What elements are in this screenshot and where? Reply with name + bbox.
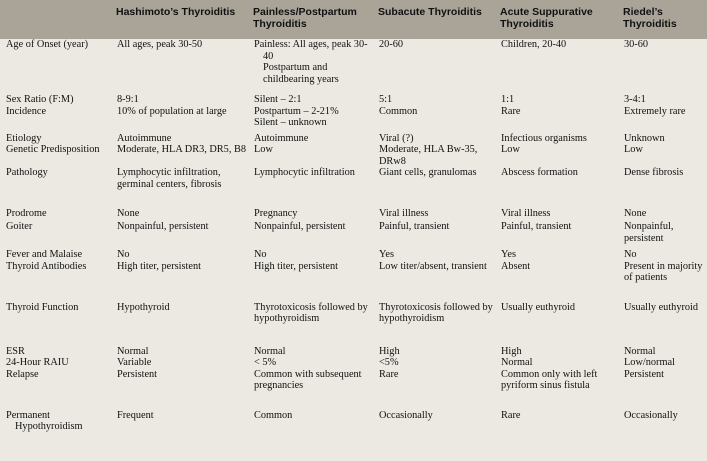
cell-painless: Postpartum – 2-21% Silent – unknown: [254, 105, 339, 128]
cell-hashimoto: Hypothyroid: [117, 301, 170, 313]
row-label: [0, 144, 112, 167]
row-label-text: Genetic Predisposition: [6, 144, 100, 155]
cell-acute: High: [501, 345, 522, 357]
row-label: Relapse: [6, 368, 39, 380]
row-label: Fever and Malaise: [6, 249, 83, 260]
cell-riedel: 3-4:1: [624, 94, 646, 105]
table-row-prodrome: [0, 208, 707, 221]
table-row-incidence: [0, 106, 707, 133]
cell-painless: Pregnancy: [254, 208, 298, 219]
table-row-thyroid-function: [0, 302, 707, 346]
cell-painless: Lymphocytic infiltration: [254, 167, 355, 178]
cell-riedel: None: [624, 208, 647, 219]
row-label: Prodrome: [6, 208, 47, 219]
row-label-text: Permanent Hypothyroidism: [6, 409, 83, 432]
table-row-esr: [0, 346, 707, 358]
cell-painless: No: [254, 249, 267, 260]
row-label: Age of Onset (year): [6, 39, 89, 50]
table-row-permanent-hypothyroidism: [0, 410, 707, 438]
cell-riedel: Dense fibrosis: [624, 167, 684, 178]
row-label: 24-Hour RAIU: [6, 357, 69, 368]
table-row-age-of-onset: [0, 39, 707, 94]
cell-riedel: 30-60: [624, 39, 649, 50]
table-row-pathology: [0, 167, 707, 208]
cell-subacute: High: [379, 345, 400, 357]
cell-hashimoto: 10% of population at large: [117, 105, 227, 117]
cell-subacute: Rare: [379, 368, 399, 380]
cell-hashimoto: Normal: [117, 345, 149, 357]
cell-subacute: Moderate, HLA Bw-35, DRw8: [379, 144, 478, 167]
cell-riedel: Usually euthyroid: [624, 301, 699, 313]
cell-painless: Common with subsequent pregnancies: [254, 368, 362, 391]
cell-hashimoto: Autoimmune: [117, 132, 172, 144]
table-row-thyroid-antibodies: [0, 261, 707, 302]
cell-riedel: Unknown: [624, 132, 665, 144]
cell-subacute: <5%: [379, 357, 399, 368]
row-label: Goiter: [6, 221, 33, 232]
cell-riedel: No: [624, 249, 637, 260]
cell-subacute: Occasionally: [379, 409, 433, 421]
cell-riedel: Low/normal: [624, 357, 675, 368]
header-subacute: Subacute Thyroiditis: [374, 0, 496, 39]
row-label: Incidence: [6, 105, 47, 117]
cell-hashimoto: Lymphocytic infiltration, germinal centers, fibrosis: [117, 167, 222, 190]
cell-painless: [249, 39, 374, 94]
cell-hashimoto: Nonpainful, persistent: [117, 221, 209, 232]
cell-painless: Low: [254, 144, 273, 155]
cell-acute: Common only with left pyriform sinus fistula: [501, 368, 598, 391]
row-label: Pathology: [6, 167, 48, 178]
cell-riedel: Nonpainful, persistent: [624, 221, 674, 244]
header-acute-suppurative: Acute Suppurative Thyroiditis: [496, 0, 619, 39]
cell-subacute: Common: [379, 105, 418, 117]
cell-subacute: Low titer/absent, transient: [379, 260, 487, 272]
cell-acute: Painful, transient: [501, 221, 572, 232]
cell-hashimoto: Persistent: [117, 368, 158, 380]
cell-hashimoto: No: [117, 249, 130, 260]
cell-painless: Silent – 2:1: [254, 94, 302, 105]
cell-acute: Infectious organisms: [501, 132, 587, 144]
cell-acute: 1:1: [501, 94, 515, 105]
cell-subacute: Thyrotoxicosis followed by hypothyroidism: [379, 301, 493, 324]
cell-hashimoto: Frequent: [117, 409, 154, 421]
row-label: Etiology: [6, 132, 42, 144]
cell-riedel: Occasionally: [624, 409, 678, 421]
cell-text: Painless: All ages, peak 30-40 Postpartum and childbearing years: [254, 39, 368, 85]
cell-acute: Viral illness: [501, 208, 551, 219]
table-row-etiology: [0, 133, 707, 145]
cell-painless: Autoimmune: [254, 132, 309, 144]
cell-subacute: 20-60: [379, 39, 404, 50]
header-hashimoto: Hashimoto’s Thyroiditis: [112, 0, 249, 39]
table-row-relapse: [0, 369, 707, 410]
row-label: Thyroid Function: [6, 301, 79, 313]
cell-riedel: Present in majority of patients: [624, 260, 703, 283]
cell-painless: Thyrotoxicosis followed by hypothyroidism: [254, 301, 368, 324]
cell-hashimoto: 8-9:1: [117, 94, 139, 105]
cell-hashimoto: High titer, persistent: [117, 260, 201, 272]
cell-painless: Normal: [254, 345, 286, 357]
cell-acute: Children, 20-40: [501, 39, 567, 50]
header-corner: [0, 0, 112, 39]
cell-hashimoto: Moderate, HLA DR3, DR5, B8: [117, 144, 246, 155]
cell-acute: Rare: [501, 409, 521, 421]
table-row-genetic-predisposition: [0, 144, 707, 167]
cell-subacute: 5:1: [379, 94, 393, 105]
cell-painless: Common: [254, 409, 293, 421]
cell-subacute: Giant cells, granulomas: [379, 167, 477, 178]
cell-riedel: Normal: [624, 345, 656, 357]
cell-hashimoto: Variable: [117, 357, 152, 368]
cell-acute: Low: [501, 144, 520, 155]
cell-painless: High titer, persistent: [254, 260, 338, 272]
row-label: Thyroid Antibodies: [6, 260, 87, 272]
cell-hashimoto: None: [117, 208, 140, 219]
cell-riedel: Persistent: [624, 368, 665, 380]
header-row: [0, 0, 707, 39]
header-riedel: Riedel’s Thyroiditis: [619, 0, 707, 39]
cell-subacute: Yes: [379, 249, 394, 260]
cell-acute: Yes: [501, 249, 516, 260]
row-label: ESR: [6, 345, 25, 357]
cell-subacute: Painful, transient: [379, 221, 450, 232]
cell-acute: Abscess formation: [501, 167, 578, 178]
cell-hashimoto: All ages, peak 30-50: [117, 39, 203, 50]
cell-acute: Usually euthyroid: [501, 301, 576, 313]
header-painless-postpartum: Painless/Postpartum Thyroiditis: [249, 0, 374, 39]
table-row-sex-ratio: [0, 94, 707, 106]
row-label: [0, 410, 112, 438]
cell-acute: Rare: [501, 105, 521, 117]
cell-acute: Normal: [501, 357, 533, 368]
table-row-24-hour-raiu: [0, 357, 707, 369]
cell-riedel: Low: [624, 144, 643, 155]
cell-painless: < 5%: [254, 357, 277, 368]
row-label: Sex Ratio (F:M): [6, 94, 74, 105]
table-row-fever-and-malaise: [0, 249, 707, 261]
cell-acute: Absent: [501, 260, 531, 272]
cell-subacute: Viral (?): [379, 132, 414, 144]
table-row-goiter: [0, 221, 707, 249]
cell-subacute: Viral illness: [379, 208, 429, 219]
cell-riedel: Extremely rare: [624, 105, 686, 117]
cell-painless: Nonpainful, persistent: [254, 221, 346, 232]
